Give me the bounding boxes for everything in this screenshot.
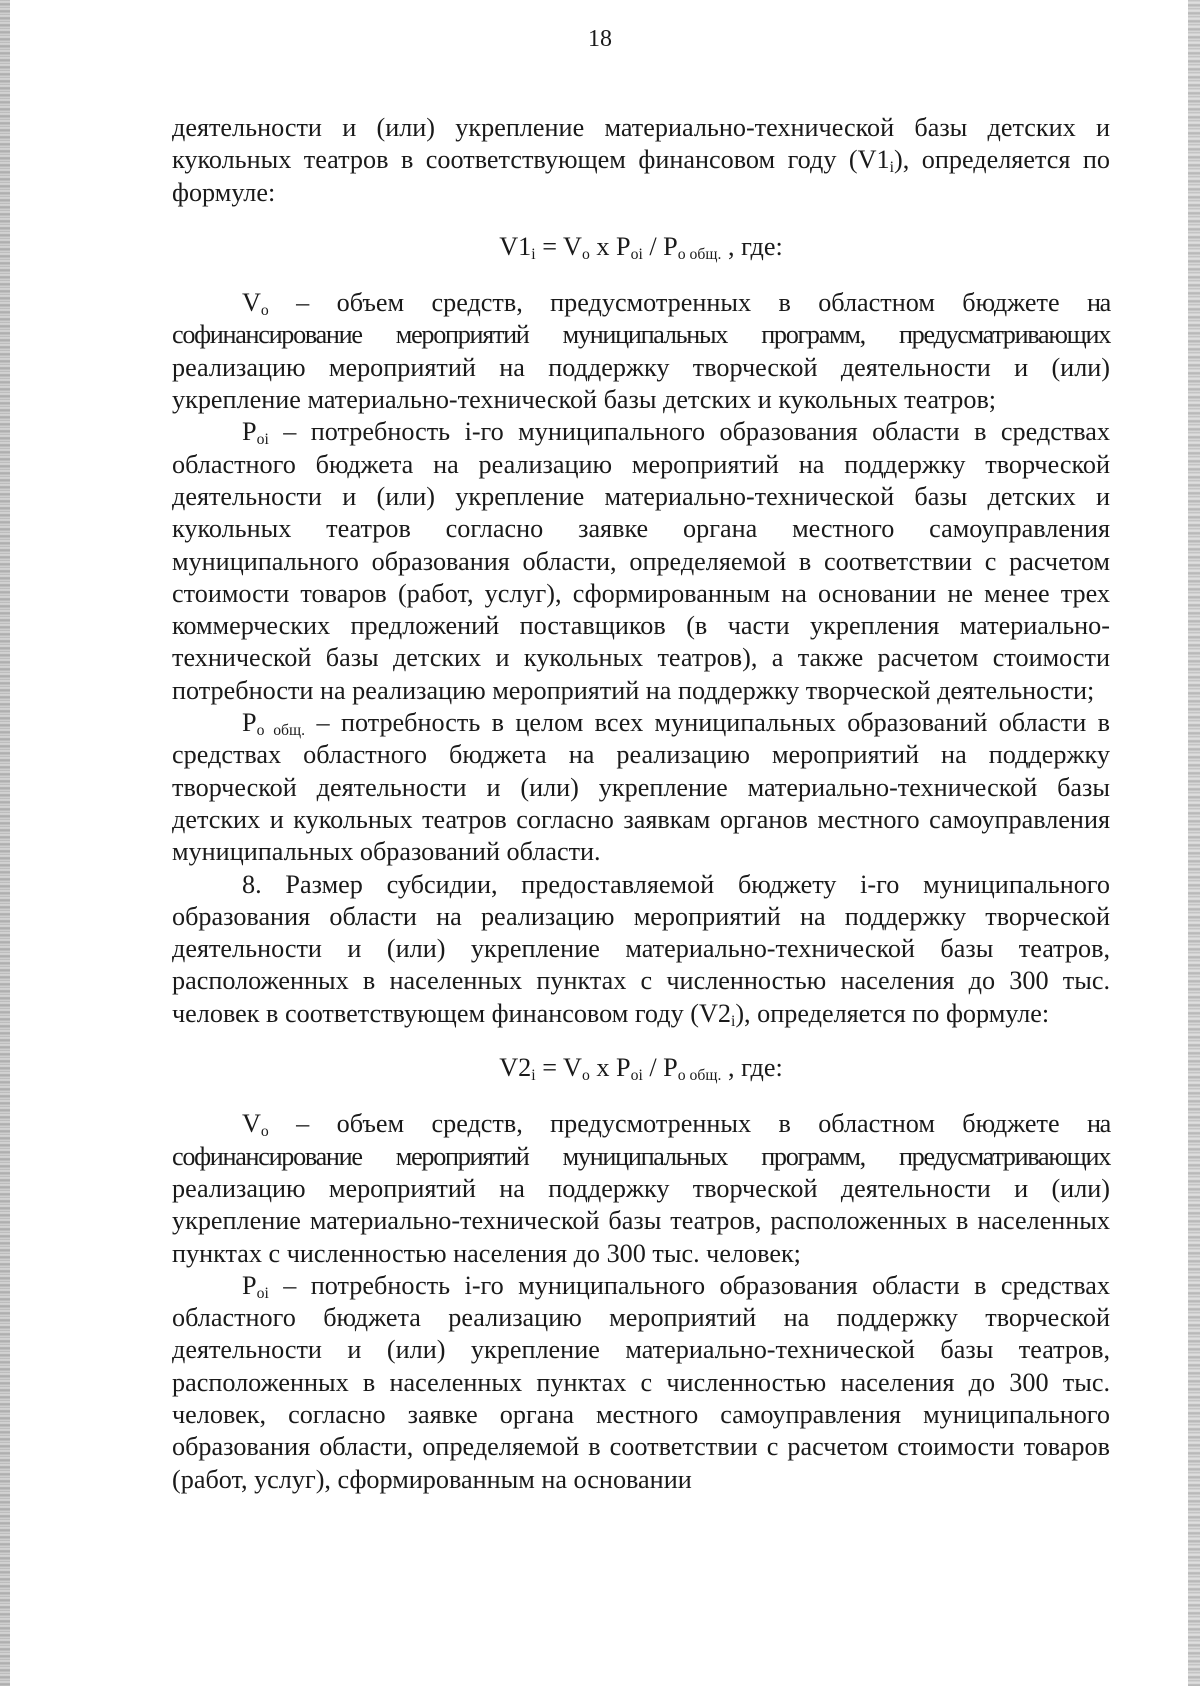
scan-edge-right [1188, 0, 1200, 1686]
clause-8: 8. Размер субсидии, предоставляемой бюджету i-го муниципального образования области на реализацию мероприятий на поддержку творческой деятельности и (или) укрепление материально-технической базы театров, расположенных в населенных пунктах с численностью населения до 300 тыс. человек в соответствующем финансовом году $(V2_i)$, определяется по формуле: [172, 869, 1110, 1030]
definition-poi-2: $P_{oi}$ – потребность i-го муниципального образования области в средствах областного бюджета реализацию мероприятий на поддержку творческой деятельности и (или) укрепление материально-технической базы театров, расположенных в населенных пунктах с численностью населения до 300 тыс. человек, согласно заявке органа местного самоуправления муниципального образования области, определяемой в соответствии с расчетом стоимости товаров (работ, услуг), сформированным на основании [172, 1270, 1110, 1494]
formula-v1: $V1_i = V_o$ x $P_{oi} / P_{o общ.}$ , где: [499, 231, 783, 263]
definition-vo-1: $V_o$ – объем средств, предусмотренных в областном бюджете на софинансирование мероприятий муниципальных программ, предусматривающих реализацию мероприятий на поддержку творческой деятельности и (или) укрепление материально-технической базы детских и кукольных театров; [172, 288, 1110, 415]
page-number: 18 [588, 26, 612, 52]
definition-vo-2: $V_o$ – объем средств, предусмотренных в областном бюджете на софинансирование мероприятий муниципальных программ, предусматривающих реализацию мероприятий на поддержку творческой деятельности и (или) укрепление материально-технической базы театров, расположенных в населенных пунктах с численностью населения до 300 тыс. человек; [172, 1109, 1110, 1268]
formula-v2: $V2_i = V_o$ x $P_{oi} / P_{o общ.}$ , где: [499, 1053, 783, 1085]
paragraph-continuation: деятельности и (или) укрепление материально-технической базы детских и кукольных театров в соответствующем финансовом году $(V1_i)$, определяется по формуле: [172, 113, 1110, 207]
document-body [172, 112, 1110, 1496]
definition-poi-1: $P_{oi}$ – потребность i-го муниципального образования области в средствах областного бюджета на реализацию мероприятий на поддержку творческой деятельности и (или) укрепление материально-технической базы детских и кукольных театров согласно заявке органа местного самоуправления муниципального образования области, определяемой в соответствии с расчетом стоимости товаров (работ, услуг), сформированным на основании не менее трех коммерческих предложений поставщиков (в части укрепления материально-технической базы детских и кукольных театров), а также расчетом стоимости потребности на реализацию мероприятий на поддержку творческой деятельности; [172, 417, 1110, 705]
scan-edge-left [0, 0, 10, 1686]
definition-ptotal-1: $P_{o общ.}$ – потребность в целом всех муниципальных образований области в средствах областного бюджета на реализацию мероприятий на поддержку творческой деятельности и (или) укрепление материально-технической базы детских и кукольных театров согласно заявкам органов местного самоуправления муниципальных образований области. [172, 708, 1110, 867]
